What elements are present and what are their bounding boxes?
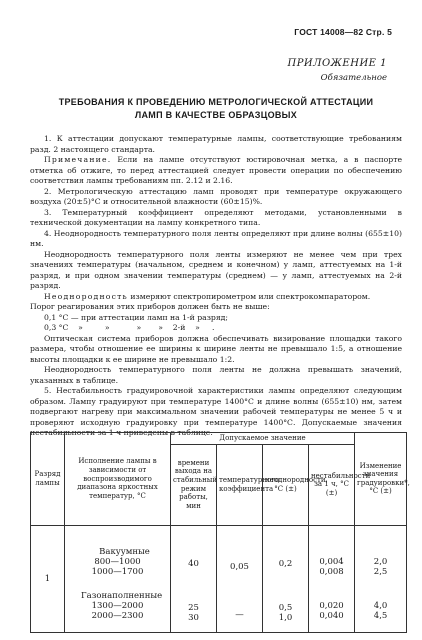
body-text	[30, 134, 402, 439]
group1-range-1: 800—1000	[94, 556, 141, 567]
title-line-2: ЛАМП В КАЧЕСТВЕ ОБРАЗЦОВЫХ	[134, 109, 298, 120]
table-row	[31, 525, 407, 632]
header-design: Исполнение лампы в зависимости от воспроизводимого диапазона яркостных температур, °С	[65, 433, 171, 526]
note-label: Примечание.	[44, 155, 112, 164]
group1-change-1: 2,0	[373, 556, 388, 567]
appendix-title: ПРИЛОЖЕНИЕ 1	[287, 58, 387, 69]
group1-time: 40	[188, 559, 199, 570]
paragraph-4c: Порог реагирования этих приборов должен быть не выше:	[30, 302, 270, 311]
group2-change-1: 4,0	[373, 600, 388, 611]
nonuniformity-text: измеряют спектропирометром или спектрокомпаратором.	[127, 291, 371, 301]
header-change: Изменение значения градуировки*, °С (±)	[355, 433, 407, 526]
group1-instab-2: 0,008	[319, 566, 344, 577]
header-coef: температурного коэффициента	[217, 444, 263, 525]
appendix-subtitle: Обязательное	[320, 73, 387, 83]
header-nonuni: неоднородности, °С (±)	[263, 444, 309, 525]
table-header-row	[31, 433, 407, 445]
group1-instab-1: 0,004	[319, 556, 344, 567]
nonuni-cell	[263, 525, 309, 632]
paragraph-5: 5. Нестабильность градуировочной характеристики лампы определяют следующим образом. Лампу градуируют при температуре 1400°С и длине волны (655±10) нм, затем подвергают нагреву при максимальном значении рабочей температуры не менее 5 ч и проверяют исходную градуировку при температуре 1400°С. Допускаемые значения нестабильности за 1 ч приведены в таблице.	[30, 386, 402, 437]
parameters-table	[30, 432, 410, 633]
header-allowed: Допускаемое значение	[171, 433, 355, 445]
rank-cell: 1	[31, 525, 65, 632]
instab-cell	[309, 525, 355, 632]
paragraph-4e: Неоднородность температурного поля ленты не должна превышать значений, указанных в таблице.	[30, 365, 402, 385]
paragraph-2: 2. Метрологическую аттестацию ламп проводят при температуре окружающего воздуха (20±5)°С и относительной влажности (60±15)%.	[30, 186, 402, 206]
title-line-1: ТРЕБОВАНИЯ К ПРОВЕДЕНИЮ МЕТРОЛОГИЧЕСКОЙ АТТЕСТАЦИИ	[58, 97, 374, 107]
group2-time-1: 25	[188, 603, 199, 614]
list-item-2: 0,3 °С » » » » 2-й » .	[44, 323, 215, 332]
note-paragraph	[30, 155, 402, 187]
group1-change-2: 2,5	[373, 566, 388, 577]
group1-name: Вакуумные	[99, 546, 150, 557]
header-time: времени выхода на стабильный режим работы, мин	[171, 444, 217, 525]
page-header: ГОСТ 14008—82 Стр. 5	[294, 27, 392, 37]
time-cell	[171, 525, 217, 632]
appendix-label	[287, 58, 387, 83]
paragraph-4: 4. Неоднородность температурного поля ленты определяют при длине волны (655±10) нм.	[30, 228, 402, 248]
group2-range-1: 1300—2000	[91, 600, 144, 611]
change-cell	[355, 525, 407, 632]
group1-nonuni: 0,2	[278, 559, 293, 570]
nonuniformity-label: Неоднородность	[44, 291, 128, 301]
paragraph-4b	[30, 292, 402, 303]
group2-nonuni-1: 0,5	[278, 603, 293, 614]
group1-coef: 0,05	[230, 562, 249, 573]
header-rank: Разряд лампы	[31, 433, 65, 526]
paragraph-4a: Неоднородность температурного поля ленты измеряют не менее чем при трех значениях температуры (начальном, среднем и конечном) у ламп, аттестуемых на 1-й разряд, и при одном значении температуры (среднем) — у ламп, аттестуемых на 2-й разряд.	[30, 249, 402, 290]
group2-coef: —	[235, 610, 244, 621]
paragraph-3: 3. Температурный коэффициент определяют методами, установленными в технической документации на лампу конкретного типа.	[30, 207, 402, 227]
group2-range-2: 2000—2300	[91, 610, 144, 621]
design-cell	[65, 525, 171, 632]
group2-time-2: 30	[188, 613, 199, 624]
group2-change-2: 4,5	[373, 610, 388, 621]
group2-instab-2: 0,040	[319, 610, 344, 621]
paragraph-4d: Оптическая система приборов должна обеспечивать визирование площадки такого размера, чтобы отношение ее ширины к ширине ленты не превышало 1:5, а отношение высоты площадки к ее ширине не превышало 1:2.	[30, 333, 402, 364]
document-title	[30, 96, 402, 121]
header-instab: нестабильности за 1 ч, °С (±)	[309, 444, 355, 525]
group2-nonuni-2: 1,0	[278, 613, 293, 624]
list-item-1: 0,1 °С — при аттестации ламп на 1-й разряд;	[44, 312, 229, 322]
coef-cell	[217, 525, 263, 632]
note-text: Если на лампе отсутствуют юстировочная метка, а в паспорте отметка об отжиге, то перед аттестацией следует провести операции по обеспечению соответствия лампы требованиям пп. 2.12 и 2.16.	[30, 155, 402, 185]
group2-instab-1: 0,020	[319, 600, 344, 611]
group2-name: Газонаполненные	[81, 590, 163, 601]
group1-range-2: 1000—1700	[91, 566, 144, 577]
paragraph-1: 1. К аттестации допускают температурные лампы, соответствующие требованиям разд. 2 настоящего стандарта.	[30, 134, 402, 154]
